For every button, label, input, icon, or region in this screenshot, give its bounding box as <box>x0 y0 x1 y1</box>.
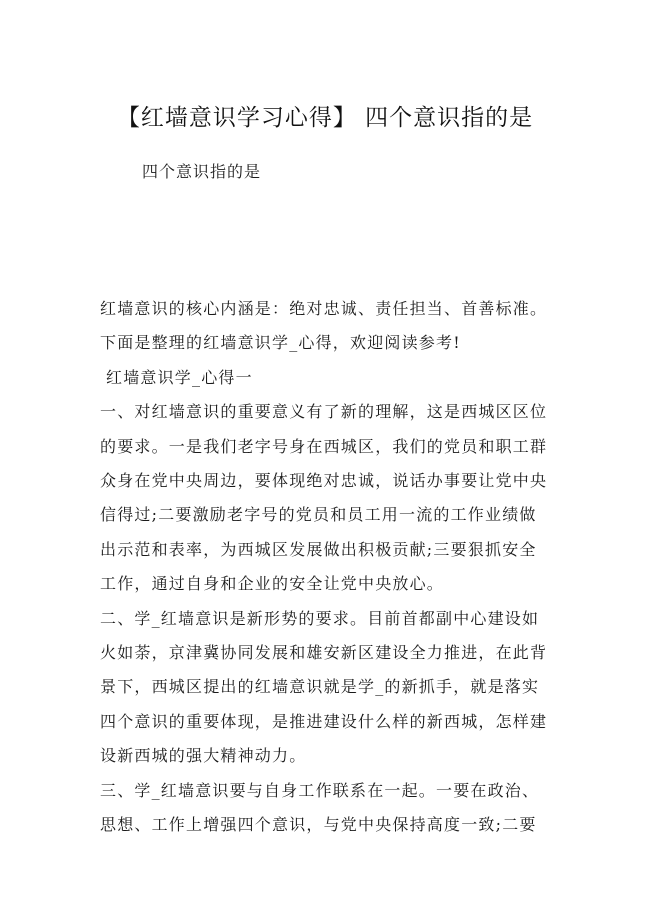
body-line: 信得过;二要激励老字号的党员和员工用一流的工作业绩做 <box>100 505 537 525</box>
document-subtitle: 四个意识指的是 <box>142 162 262 181</box>
body-line: 三、学_红墙意识要与自身工作联系在一起。一要在政治、 <box>100 780 540 800</box>
body-line: 众身在党中央周边，要体现绝对忠诚，说话办事要让党中央 <box>100 471 548 491</box>
body-line: 设新西城的强大精神动力。 <box>100 746 307 766</box>
body-line: 下面是整理的红墙意识学_心得，欢迎阅读参考! <box>100 333 461 353</box>
body-line: 思想、工作上增强四个意识，与党中央保持高度一致;二要 <box>100 815 537 835</box>
document-title: 【红墙意识学习心得】 四个意识指的是 <box>116 105 534 131</box>
body-line: 火如荼，京津冀协同发展和雄安新区建设全力推进，在此背 <box>100 643 548 663</box>
body-line: 的要求。一是我们老字号身在西城区，我们的党员和职工群 <box>100 436 548 456</box>
body-line: 出示范和表率，为西城区发展做出积极贡献;三要狠抓安全 <box>100 539 537 559</box>
body-line: 工作，通过自身和企业的安全让党中央放心。 <box>100 574 445 594</box>
body-line: 景下，西城区提出的红墙意识就是学_的新抓手，就是落实 <box>100 677 540 697</box>
body-line: 二、学_红墙意识是新形势的要求。目前首都副中心建设如 <box>100 608 540 628</box>
section-heading: 红墙意识学_心得一 <box>106 367 253 387</box>
body-line: 四个意识的重要体现，是推进建设什么样的新西城，怎样建 <box>100 711 548 731</box>
body-line: 一、对红墙意识的重要意义有了新的理解，这是西城区区位 <box>100 402 548 422</box>
document-body <box>100 292 570 843</box>
body-line: 红墙意识的核心内涵是：绝对忠诚、责任担当、首善标准。 <box>100 299 548 318</box>
